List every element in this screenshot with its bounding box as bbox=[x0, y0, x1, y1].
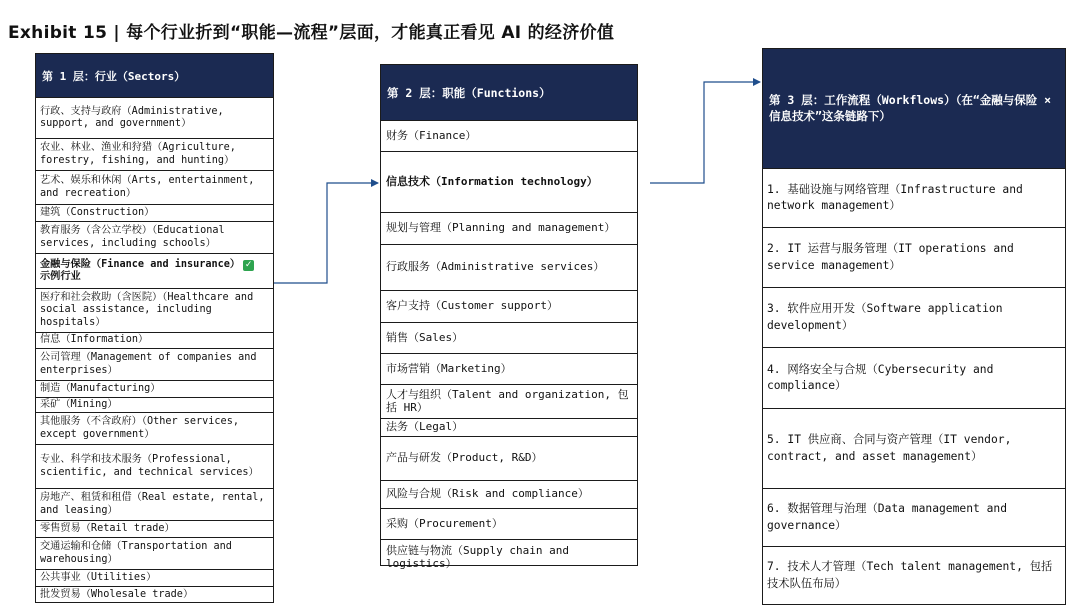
sector-row bbox=[36, 97, 273, 138]
function-label: 市场营销（Marketing） bbox=[386, 361, 512, 375]
function-row bbox=[381, 120, 637, 151]
highlighted-sector bbox=[40, 259, 254, 283]
sector-label: 建筑（Construction） bbox=[40, 206, 155, 218]
sector-label: 制造（Manufacturing） bbox=[40, 382, 161, 394]
exhibit-title: Exhibit 15 | 每个行业折到“职能—流程”层面，才能真正看见 AI 的经济价值 bbox=[8, 23, 615, 43]
function-label: 规划与管理（Planning and management） bbox=[386, 221, 616, 235]
workflow-label: 2. IT 运营与服务管理（IT operations and service management） bbox=[767, 242, 1014, 272]
sector-row bbox=[36, 520, 273, 537]
arrow-function-to-workflow bbox=[650, 82, 760, 183]
sector-label: 艺术、娱乐和休闲（Arts, entertainment, and recreation） bbox=[40, 175, 255, 199]
function-row bbox=[381, 244, 637, 290]
sector-label: 专业、科学和技术服务（Professional, scientific, and technical services） bbox=[40, 454, 259, 478]
sector-row bbox=[36, 569, 273, 586]
layer1-header: 第 1 层：行业（Sectors） bbox=[36, 54, 273, 97]
sector-label: 房地产、租赁和租借（Real estate, rental, and leasing） bbox=[40, 492, 265, 516]
layer3-header bbox=[763, 49, 1065, 168]
workflow-label: 4. 网络安全与合规（Cybersecurity and compliance） bbox=[767, 362, 994, 392]
layer3-header-text: 第 3 层：工作流程（Workflows）（在“金融与保险 × 信息技术”这条链路下） bbox=[769, 92, 1052, 123]
workflow-row bbox=[763, 546, 1065, 604]
function-label: 法务（Legal） bbox=[386, 420, 464, 434]
function-label: 行政服务（Administrative services） bbox=[386, 260, 605, 274]
sector-label: 行政、支持与政府（Administrative, support, and government） bbox=[40, 105, 224, 129]
sector-row bbox=[36, 444, 273, 488]
function-label: 采购（Procurement） bbox=[386, 516, 503, 530]
sector-label: 教育服务（含公立学校）（Educational services, including schools） bbox=[40, 225, 225, 249]
sector-label: 医疗和社会救助（含医院）（Healthcare and social assistance, including hospitals） bbox=[40, 292, 254, 328]
sector-row bbox=[36, 138, 273, 170]
workflow-label: 3. 软件应用开发（Software application development） bbox=[767, 302, 1003, 332]
sector-label: 批发贸易（Wholesale trade） bbox=[40, 589, 194, 601]
layer3-workflows-column bbox=[762, 48, 1066, 605]
function-row bbox=[381, 353, 637, 384]
sector-label: 零售贸易（Retail trade） bbox=[40, 522, 175, 534]
workflow-label: 7. 技术人才管理（Tech talent management, 包括技术队伍布局） bbox=[767, 560, 1053, 590]
sector-row bbox=[36, 204, 273, 221]
layer2-functions-column bbox=[380, 64, 638, 570]
sector-label: 采矿（Mining） bbox=[40, 398, 118, 410]
workflow-row bbox=[763, 227, 1065, 287]
sector-row bbox=[36, 380, 273, 397]
function-row bbox=[381, 480, 637, 508]
sector-label: 农业、林业、渔业和狩猎（Agriculture, forestry, fishing, and hunting） bbox=[40, 142, 236, 166]
layer1-sectors-column bbox=[35, 53, 274, 603]
function-label: 供应链与物流（Supply chain and logistics） bbox=[386, 543, 569, 570]
workflow-label: 5. IT 供应商、合同与资产管理（IT vendor, contract, and asset management） bbox=[767, 433, 1012, 463]
function-row-highlighted bbox=[381, 151, 637, 212]
function-row bbox=[381, 539, 637, 575]
sector-label: 其他服务（不含政府）（Other services, except government） bbox=[40, 416, 239, 440]
sector-row bbox=[36, 412, 273, 444]
sector-label: 公司管理（Management of companies and enterprises） bbox=[40, 352, 257, 376]
workflow-label: 6. 数据管理与治理（Data management and governance） bbox=[767, 502, 1008, 532]
sector-label: 交通运输和仓储（Transportation and warehousing） bbox=[40, 541, 232, 565]
sector-row bbox=[36, 332, 273, 348]
function-label: 客户支持（Customer support） bbox=[386, 299, 558, 313]
sector-row bbox=[36, 537, 273, 569]
sector-row bbox=[36, 586, 273, 604]
check-icon: ✓ bbox=[244, 259, 253, 270]
sector-label: 金融与保险（Finance and insurance） bbox=[40, 258, 241, 270]
example-sector-tag: 示例行业 bbox=[40, 271, 81, 282]
workflow-row bbox=[763, 287, 1065, 347]
function-row bbox=[381, 290, 637, 322]
workflow-row bbox=[763, 168, 1065, 227]
function-label: 产品与研发（Product, R&D） bbox=[386, 451, 543, 465]
function-label: 销售（Sales） bbox=[386, 330, 464, 344]
workflow-row bbox=[763, 408, 1065, 488]
sector-row bbox=[36, 288, 273, 332]
function-label: 财务（Finance） bbox=[386, 128, 477, 142]
sector-label: 信息（Information） bbox=[40, 334, 149, 346]
layer2-header: 第 2 层：职能（Functions） bbox=[381, 65, 637, 120]
function-row bbox=[381, 418, 637, 436]
function-label: 信息技术（Information technology） bbox=[386, 174, 598, 188]
workflow-row bbox=[763, 488, 1065, 546]
function-row bbox=[381, 212, 637, 244]
workflow-row bbox=[763, 347, 1065, 408]
function-label: 人才与组织（Talent and organization, 包括 HR） bbox=[386, 387, 629, 414]
sector-row bbox=[36, 488, 273, 520]
sector-row bbox=[36, 397, 273, 412]
arrow-sector-to-function bbox=[274, 183, 378, 283]
sector-row-highlighted bbox=[36, 253, 273, 288]
function-row bbox=[381, 322, 637, 353]
sector-row bbox=[36, 170, 273, 204]
workflow-label: 1. 基础设施与网络管理（Infrastructure and network management） bbox=[767, 182, 1023, 212]
function-label: 风险与合规（Risk and compliance） bbox=[386, 487, 589, 501]
sector-label: 公共事业（Utilities） bbox=[40, 571, 157, 583]
function-row bbox=[381, 436, 637, 480]
function-row bbox=[381, 384, 637, 418]
sector-row bbox=[36, 348, 273, 380]
sector-row bbox=[36, 221, 273, 253]
function-row bbox=[381, 508, 637, 539]
